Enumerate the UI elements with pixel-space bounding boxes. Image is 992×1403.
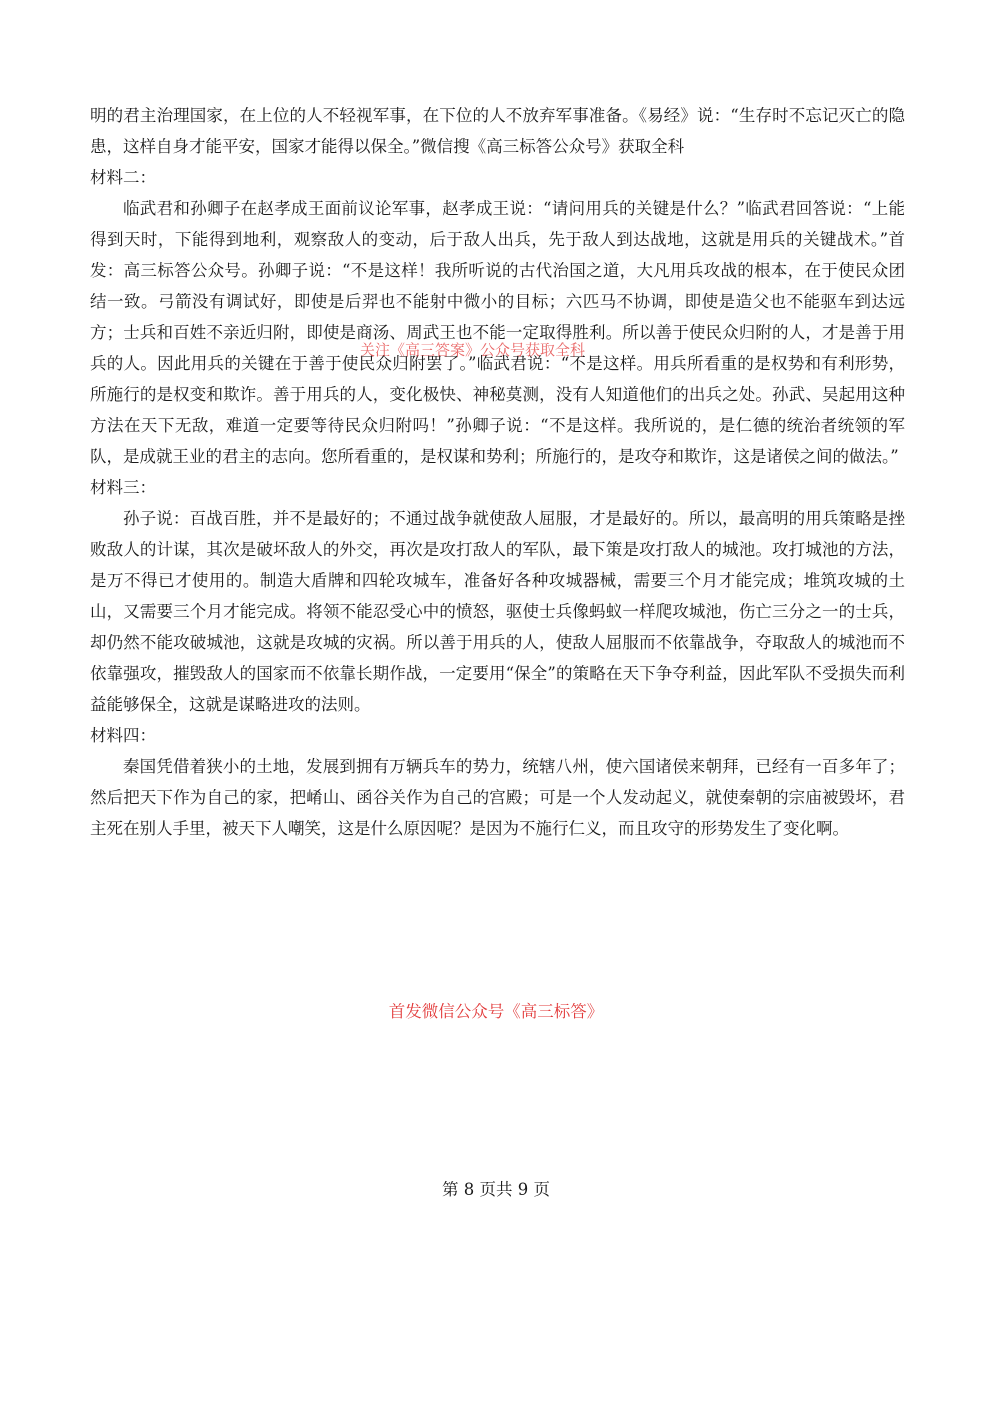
paragraph-material-4: 秦国凭借着狭小的土地，发展到拥有万辆兵车的势力，统辖八州，使六国诸侯来朝拜，已经有一百多年了；然后把天下作为自己的家，把崤山、函谷关作为自己的宫殿；可是一个人发动起义，就使秦朝的宗庙被毁坏，君主死在别人手里，被天下人嘲笑，这是什么原因呢？是因为不施行仁义，而且攻守的形势发生了变化啊。 <box>90 757 905 838</box>
section-heading-material-4: 材料四： <box>90 726 156 745</box>
paragraph-material-3: 孙子说：百战百胜，并不是最好的；不通过战争就使敌人屈服，才是最好的。所以，最高明的用兵策略是挫败敌人的计谋，其次是破坏敌人的外交，再次是攻打敌人的军队，最下策是攻打敌人的城池。攻打城池的方法，是万不得已才使用的。制造大盾牌和四轮攻城车，准备好各种攻城器械，需要三个月才能完成；堆筑攻城的土山，又需要三个月才能完成。将领不能忍受心中的愤怒，驱使士兵像蚂蚁一样爬攻城池，伤亡三分之一的士兵，却仍然不能攻破城池，这就是攻城的灾祸。所以善于用兵的人，使敌人屈服而不依靠战争，夺取敌人的城池而不依靠强攻，摧毁敌人的国家而不依靠长期作战，一定要用“保全”的策略在天下争夺利益，因此军队不受损失而利益能够保全，这就是谋略进攻的法则。 <box>90 509 905 714</box>
page-footer: 第 8 页共 9 页 <box>442 1180 550 1199</box>
section-heading-material-2: 材料二： <box>90 168 156 187</box>
section-heading-material-3: 材料三： <box>90 478 156 497</box>
paragraph-continuation: 明的君主治理国家，在上位的人不轻视军事，在下位的人不放弃军事准备。《易经》说：“生存时不忘记灭亡的隐患，这样自身才能平安，国家才能得以保全。”微信搜《高三标答公众号》获取全科 <box>90 106 905 156</box>
publisher-note: 首发微信公众号《高三标答》 <box>388 1002 604 1021</box>
document-body <box>90 100 905 844</box>
paragraph-material-2: 临武君和孙卿子在赵孝成王面前议论军事，赵孝成王说：“请问用兵的关键是什么？”临武君回答说：“上能得到天时，下能得到地利，观察敌人的变动，后于敌人出兵，先于敌人到达战地，这就是用兵的关键战术。”首发：高三标答公众号。孙卿子说：“不是这样！我所听说的古代治国之道，大凡用兵攻战的根本，在于使民众团结一致。弓箭没有调试好，即使是后羿也不能射中微小的目标；六匹马不协调，即使是造父也不能驱车到达远方；士兵和百姓不亲近归附，即使是商汤、周武王也不能一定取得胜利。所以善于使民众归附的人，才是善于用兵的人。因此用兵的关键在于善于使民众归附罢了。”临武君说：“不是这样。用兵所看重的是权势和有利形势，所施行的是权变和欺诈。善于用兵的人，变化极快、神秘莫测，没有人知道他们的出兵之处。孙武、吴起用这种方法在天下无敌，难道一定要等待民众归附吗！”孙卿子说：“不是这样。我所说的，是仁德的统治者统领的军队，是成就王业的君主的志向。您所看重的，是权谋和势利；所施行的，是攻夺和欺诈，这是诸侯之间的做法。” <box>90 199 905 466</box>
watermark-overlay: 关注《高三答案》公众号获取全科 <box>360 341 586 359</box>
